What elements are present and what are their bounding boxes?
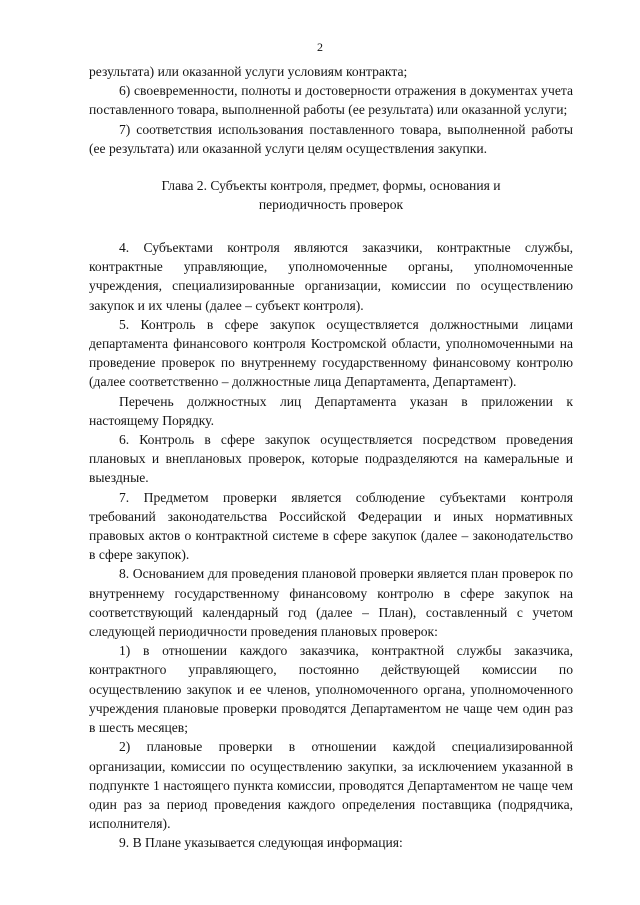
- paragraph: 2) плановые проверки в отношении каждой специализированной организации, комиссии по осуществлению закупки, за исключением указанной в подпункте 1 настоящего пункта комиссии, проводятся Департаментом не чаще чем один раз за период проведения каждого определения поставщика (подрядчика, исполнителя).: [89, 739, 573, 832]
- paragraph: 7) соответствия использования поставленного товара, выполненной работы (ее результата) или оказанной услуги целям осуществления закупки.: [89, 121, 573, 156]
- paragraph: 9. В Плане указывается следующая информация:: [119, 835, 403, 851]
- paragraph: 7. Предметом проверки является соблюдение субъектами контроля требований законодательства Российской Федерации и иных нормативных правовых актов о контрактной системе в сфере закупок (далее – законодательство в сфере закупок).: [89, 489, 573, 563]
- chapter-heading: [89, 176, 573, 214]
- paragraph: 4. Субъектами контроля являются заказчики, контрактные службы, контрактные управляющие, уполномоченные органы, уполномоченные учреждения, специализированные организации, комиссии по осуществлению закупок и их члены (далее – субъект контроля).: [89, 240, 573, 313]
- chapter-heading-line-1: Глава 2. Субъекты контроля, предмет, формы, основания и: [161, 178, 501, 194]
- page-number: 2: [317, 40, 323, 54]
- paragraph: 1) в отношении каждого заказчика, контрактной службы заказчика, контрактного управляющего, постоянно действующей комиссии по осуществлению закупок и ее членов, уполномоченного органа, уполномоченного учреждения плановые проверки проводятся Департаментом не чаще чем один раз в шесть месяцев;: [89, 643, 573, 736]
- paragraph: 6. Контроль в сфере закупок осуществляется посредством проведения плановых и внеплановых проверок, которые подразделяются на камеральные и выездные.: [89, 432, 573, 486]
- paragraph: 5. Контроль в сфере закупок осуществляется должностными лицами департамента финансового контроля Костромской области, уполномоченными на проведение проверок по внутреннему государственному финансовому контролю (далее соответственно – должностные лица Департамента, Департамент).: [89, 316, 573, 390]
- paragraphs-after-heading: [89, 238, 573, 853]
- paragraph: Перечень должностных лиц Департамента указан в приложении к настоящему Порядку.: [89, 393, 573, 428]
- chapter-heading-line-2: периодичность проверок: [258, 197, 404, 213]
- paragraph: 6) своевременности, полноты и достоверности отражения в документах учета поставленного товара, выполненной работы (ее результата) или оказанной услуги;: [89, 83, 573, 118]
- paragraph: 8. Основанием для проведения плановой проверки является план проверок по внутреннему государственному финансовому контролю в сфере закупок на соответствующий календарный год (далее – План), составленный с учетом следующей периодичности проведения плановых проверок:: [89, 566, 573, 640]
- paragraphs-before-heading: [89, 62, 573, 158]
- document-body: [89, 62, 573, 853]
- paragraph: результата) или оказанной услуги условиям контракта;: [89, 64, 408, 79]
